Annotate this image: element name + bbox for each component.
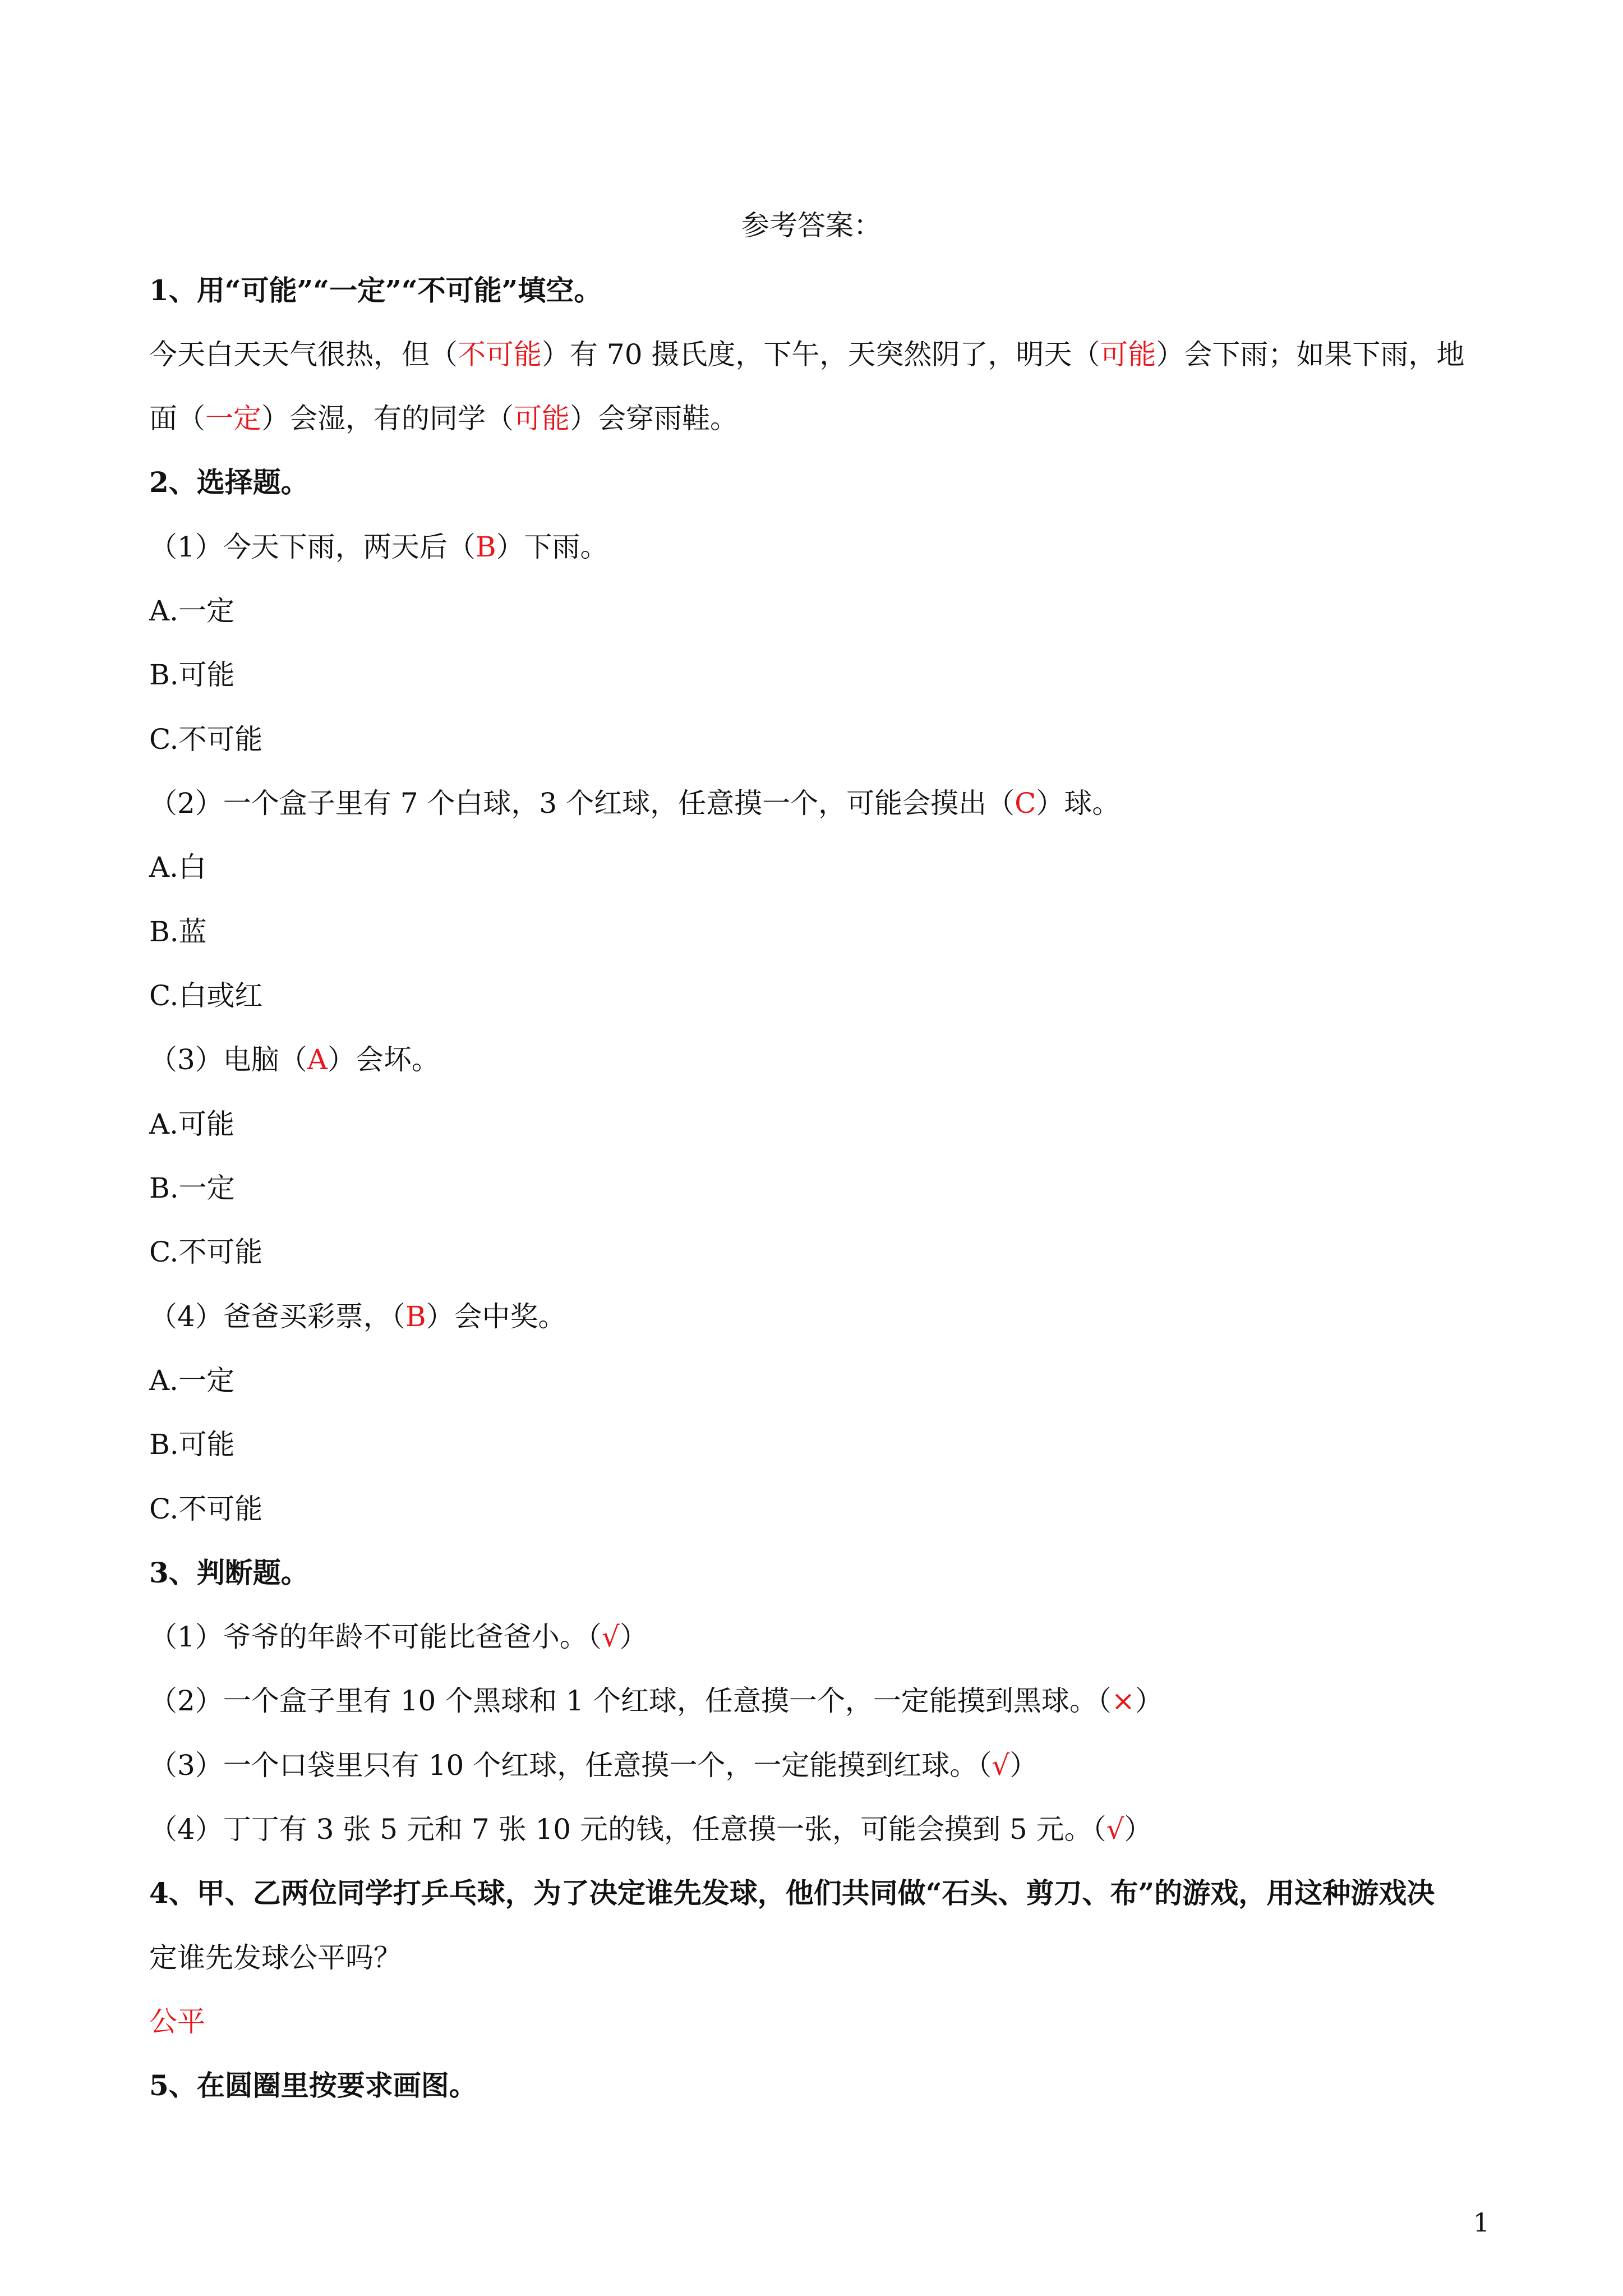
q3-item-3 (149, 1749, 1495, 1782)
item-text: （3）一个口袋里只有 10 个红球，任意摸一个，一定能摸到红球。（ (149, 1749, 992, 1782)
q3-heading: 3、判断题。 (149, 1556, 309, 1589)
q2-item-2 (149, 786, 1495, 820)
item-text: ） (1135, 1685, 1163, 1717)
option: B.一定 (149, 1172, 235, 1204)
item-answer: A (307, 1043, 328, 1076)
item-answer: × (1111, 1685, 1135, 1717)
item-text: （3）电脑（ (149, 1043, 307, 1076)
q1-answer: 一定 (205, 402, 261, 435)
option: B.可能 (149, 659, 235, 691)
item-answer: √ (1106, 1813, 1124, 1846)
option: C.不可能 (149, 1236, 263, 1268)
page-number: 1 (1473, 2207, 1490, 2238)
item-text: （1）爷爷的年龄不可能比爸爸小。（ (149, 1621, 602, 1653)
item-text: ）下雨。 (496, 531, 608, 563)
q1-line-2 (149, 402, 1495, 435)
option: B.可能 (149, 1428, 235, 1461)
option: C.不可能 (149, 1493, 263, 1525)
option: A.白 (149, 851, 207, 884)
q1-answer: 可能 (514, 402, 570, 435)
q4-answer: 公平 (149, 2005, 205, 2038)
item-text: （2）一个盒子里有 10 个黑球和 1 个红球，任意摸一个，一定能摸到黑球。（ (149, 1685, 1112, 1717)
q1-text: ）会下雨；如果下雨，地 (1156, 338, 1465, 371)
q1-answer: 可能 (1100, 338, 1156, 371)
q1-heading: 1、用“可能”“一定”“不可能”填空。 (149, 274, 602, 307)
item-text: ） (1009, 1749, 1038, 1782)
q2-heading: 2、选择题。 (149, 466, 309, 499)
q1-answer: 不可能 (458, 338, 542, 371)
option: C.不可能 (149, 723, 263, 756)
option: A.可能 (149, 1108, 235, 1140)
item-text: ） (1124, 1813, 1152, 1846)
q1-text: ）会穿雨鞋。 (570, 402, 738, 435)
option: A.一定 (149, 595, 235, 627)
q2-item-3 (149, 1043, 1495, 1076)
q4-heading-cont: 定谁先发球公平吗？ (149, 1941, 402, 1974)
q1-text: ）会湿，有的同学（ (261, 402, 514, 435)
item-text: ）会坏。 (327, 1043, 440, 1076)
q5-heading: 5、在圆圈里按要求画图。 (149, 2069, 477, 2102)
item-text: ）球。 (1036, 787, 1121, 820)
item-text: （1）今天下雨，两天后（ (149, 531, 476, 563)
q1-text: 今天白天天气很热，但（ (149, 338, 458, 371)
item-text: （2）一个盒子里有 7 个白球，3 个红球，任意摸一个，可能会摸出（ (149, 787, 1015, 820)
q1-text: ）有 70 摄氏度，下午，天突然阴了，明天（ (542, 338, 1100, 371)
q1-line-1 (149, 338, 1495, 371)
item-text: ）会中奖。 (426, 1300, 566, 1333)
item-text: （4）爸爸买彩票，（ (149, 1300, 405, 1333)
option: B.蓝 (149, 915, 207, 948)
item-answer: B (475, 531, 496, 563)
q3-item-1 (149, 1620, 1495, 1654)
item-answer: B (405, 1300, 426, 1333)
q1-text: 面（ (149, 402, 205, 435)
option: A.一定 (149, 1364, 235, 1397)
q3-item-4 (149, 1812, 1495, 1846)
page-title: 参考答案： (741, 209, 882, 242)
item-text: （4）丁丁有 3 张 5 元和 7 张 10 元的钱，任意摸一张，可能会摸到 5 元。（ (149, 1813, 1106, 1846)
q4-heading: 4、甲、乙两位同学打乒乓球，为了决定谁先发球，他们共同做“石头、剪刀、布”的游戏，用这种游戏决 (149, 1876, 1435, 1910)
q2-item-4 (149, 1300, 1495, 1333)
item-answer: C (1015, 787, 1036, 820)
q3-item-2 (149, 1684, 1495, 1718)
item-answer: √ (601, 1621, 620, 1653)
q2-item-1 (149, 530, 1495, 564)
item-answer: √ (992, 1749, 1010, 1782)
item-text: ） (619, 1621, 648, 1653)
option: C.白或红 (149, 979, 263, 1012)
